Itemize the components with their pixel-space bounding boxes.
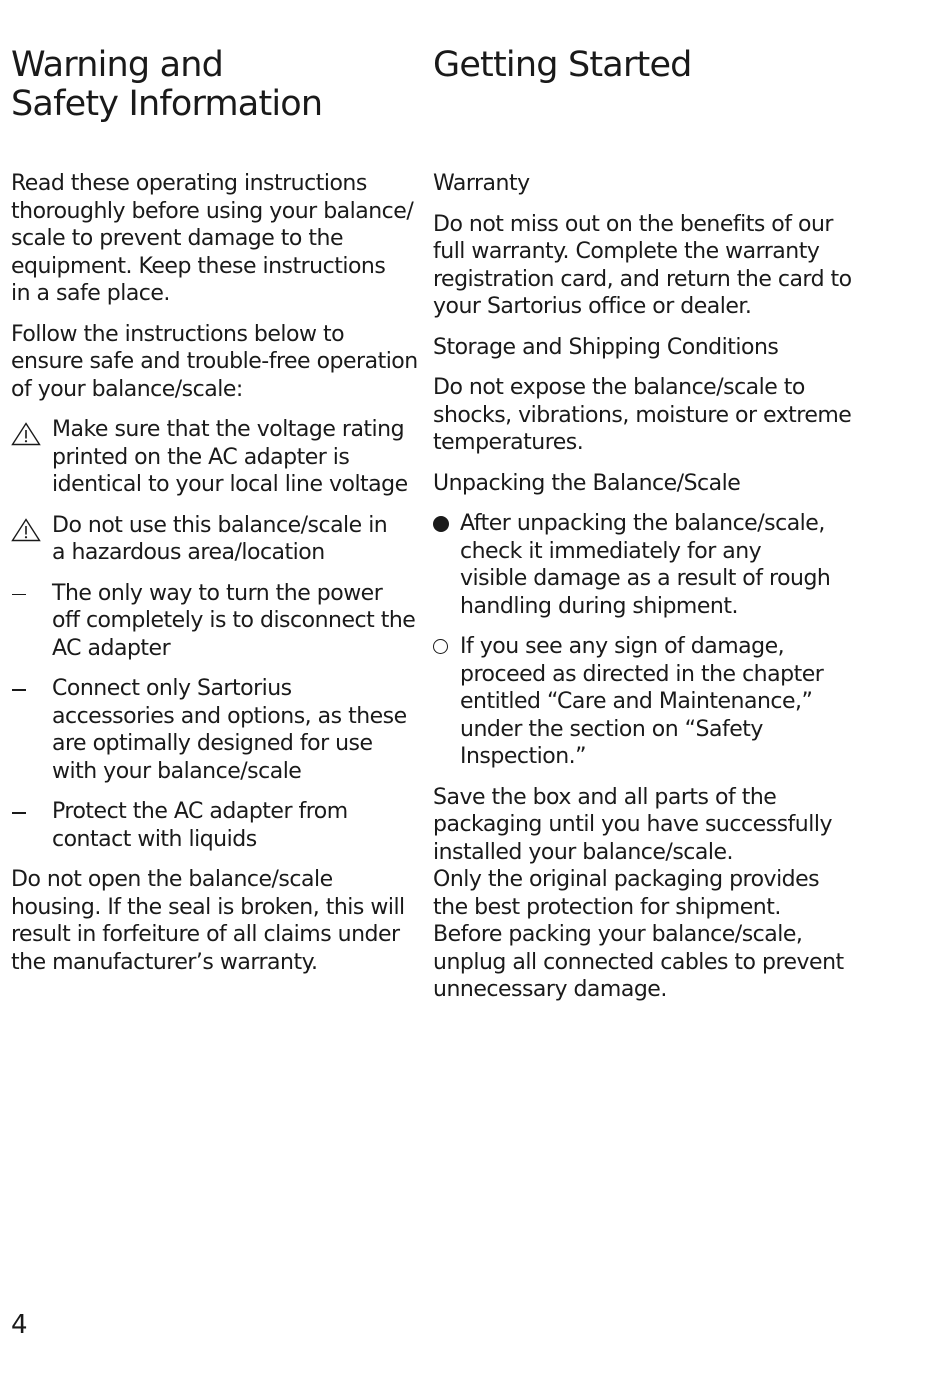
- text-line: equipment. Keep these instructions: [11, 253, 386, 279]
- text-line: visible damage as a result of rough: [460, 566, 831, 591]
- unpacking-item: [433, 633, 843, 771]
- left-title-line: Warning and: [11, 45, 224, 85]
- item-marker: [11, 512, 52, 567]
- text-line: entitled “Care and Maintenance,”: [460, 689, 813, 714]
- follow-paragraph: [11, 321, 418, 404]
- text-line: your Sartorius office or dealer.: [433, 294, 752, 319]
- item-text: [52, 580, 415, 663]
- packaging-paragraph: [433, 784, 843, 1004]
- dash-bullet-icon: [12, 689, 26, 691]
- warranty-paragraph: [433, 211, 852, 321]
- text-line: Connect only Sartorius: [52, 676, 292, 701]
- text-line: result in forfeiture of all claims under: [11, 922, 400, 947]
- text-line: Read these operating instructions: [11, 171, 367, 196]
- item-marker: [433, 510, 460, 620]
- item-marker: [11, 798, 52, 853]
- text-line: Do not miss out on the benefits of our: [433, 211, 833, 237]
- item-text: [52, 675, 411, 785]
- intro-paragraph: [11, 170, 414, 308]
- dash-item: [11, 675, 411, 785]
- text-line: Do not use this balance/scale in: [52, 512, 388, 538]
- item-text: [460, 633, 843, 771]
- right-title: [433, 46, 853, 85]
- right-title-line: Getting Started: [433, 45, 692, 85]
- text-line: proceed as directed in the chapter: [460, 661, 824, 687]
- text-line: a hazardous area/location: [52, 540, 325, 565]
- warning-item: [11, 416, 411, 499]
- text-line: handling during shipment.: [460, 593, 738, 619]
- item-text: [52, 512, 411, 567]
- text-line: scale to prevent damage to the: [11, 226, 343, 251]
- dash-bullet-icon: [12, 812, 26, 814]
- text-line: contact with liquids: [52, 826, 257, 852]
- text-line: the manufacturer’s warranty.: [11, 949, 318, 975]
- warning-triangle-icon: [11, 422, 41, 446]
- text-line: registration card, and return the card to: [433, 266, 852, 292]
- item-text: [460, 510, 843, 620]
- text-line: check it immediately for any: [460, 538, 762, 564]
- text-line: AC adapter: [52, 635, 171, 661]
- text-line: packaging until you have successfully: [433, 812, 832, 837]
- text-line: printed on the AC adapter is: [52, 444, 350, 470]
- filled-circle-icon: [433, 516, 449, 532]
- text-line: the best protection for shipment.: [433, 894, 781, 920]
- text-line: thoroughly before using your balance/: [11, 198, 414, 224]
- text-line: unplug all connected cables to prevent: [433, 949, 844, 975]
- item-marker: [11, 580, 52, 663]
- text-line: Save the box and all parts of the: [433, 784, 777, 810]
- closing-paragraph: [11, 866, 411, 976]
- page-number: 4: [11, 1310, 28, 1340]
- text-line: identical to your local line voltage: [52, 472, 408, 497]
- warning-item: [11, 512, 411, 567]
- text-line: Only the original packaging provides: [433, 867, 820, 892]
- text-line: The only way to turn the power: [52, 580, 383, 606]
- text-line: Do not open the balance/scale: [11, 867, 333, 892]
- text-line: accessories and options, as these: [52, 703, 407, 729]
- item-marker: [11, 675, 52, 785]
- text-line: Follow the instructions below to: [11, 321, 345, 347]
- text-line: off completely is to disconnect the: [52, 608, 416, 633]
- text-line: temperatures.: [433, 430, 584, 455]
- unpacking-heading: Unpacking the Balance/Scale: [433, 470, 741, 496]
- text-line: with your balance/scale: [52, 758, 302, 784]
- text-line: of your balance/scale:: [11, 376, 243, 402]
- dash-item: [11, 580, 416, 663]
- right-body: [433, 170, 852, 1017]
- text-line: Make sure that the voltage rating: [52, 417, 405, 442]
- item-marker: [433, 633, 460, 771]
- text-line: After unpacking the balance/scale,: [460, 511, 825, 536]
- item-marker: [11, 416, 52, 499]
- item-text: [52, 416, 411, 499]
- text-line: Inspection.”: [460, 744, 587, 769]
- text-line: under the section on “Safety: [460, 716, 763, 742]
- text-line: shocks, vibrations, moisture or extreme: [433, 402, 852, 428]
- text-line: Protect the AC adapter from: [52, 799, 348, 824]
- unpacking-item: [433, 510, 843, 620]
- storage-paragraph: [433, 374, 852, 457]
- text-line: unnecessary damage.: [433, 977, 667, 1002]
- dash-bullet-icon: [12, 594, 26, 596]
- left-body: [11, 170, 418, 989]
- warning-triangle-icon: [11, 518, 41, 542]
- text-line: Before packing your balance/scale,: [433, 922, 803, 947]
- item-text: [52, 798, 411, 853]
- left-title: [11, 46, 431, 124]
- text-line: Do not expose the balance/scale to: [433, 375, 805, 400]
- text-line: full warranty. Complete the warranty: [433, 239, 820, 264]
- text-line: in a safe place.: [11, 281, 170, 306]
- text-line: are optimally designed for use: [52, 731, 373, 756]
- text-line: If you see any sign of damage,: [460, 634, 785, 659]
- text-line: housing. If the seal is broken, this will: [11, 894, 405, 920]
- storage-heading: Storage and Shipping Conditions: [433, 334, 779, 360]
- text-line: installed your balance/scale.: [433, 839, 734, 865]
- left-title-line: Safety Information: [11, 84, 323, 124]
- text-line: ensure safe and trouble-free operation: [11, 349, 418, 374]
- open-circle-icon: [433, 639, 448, 654]
- dash-item: [11, 798, 411, 853]
- warranty-heading: Warranty: [433, 171, 530, 196]
